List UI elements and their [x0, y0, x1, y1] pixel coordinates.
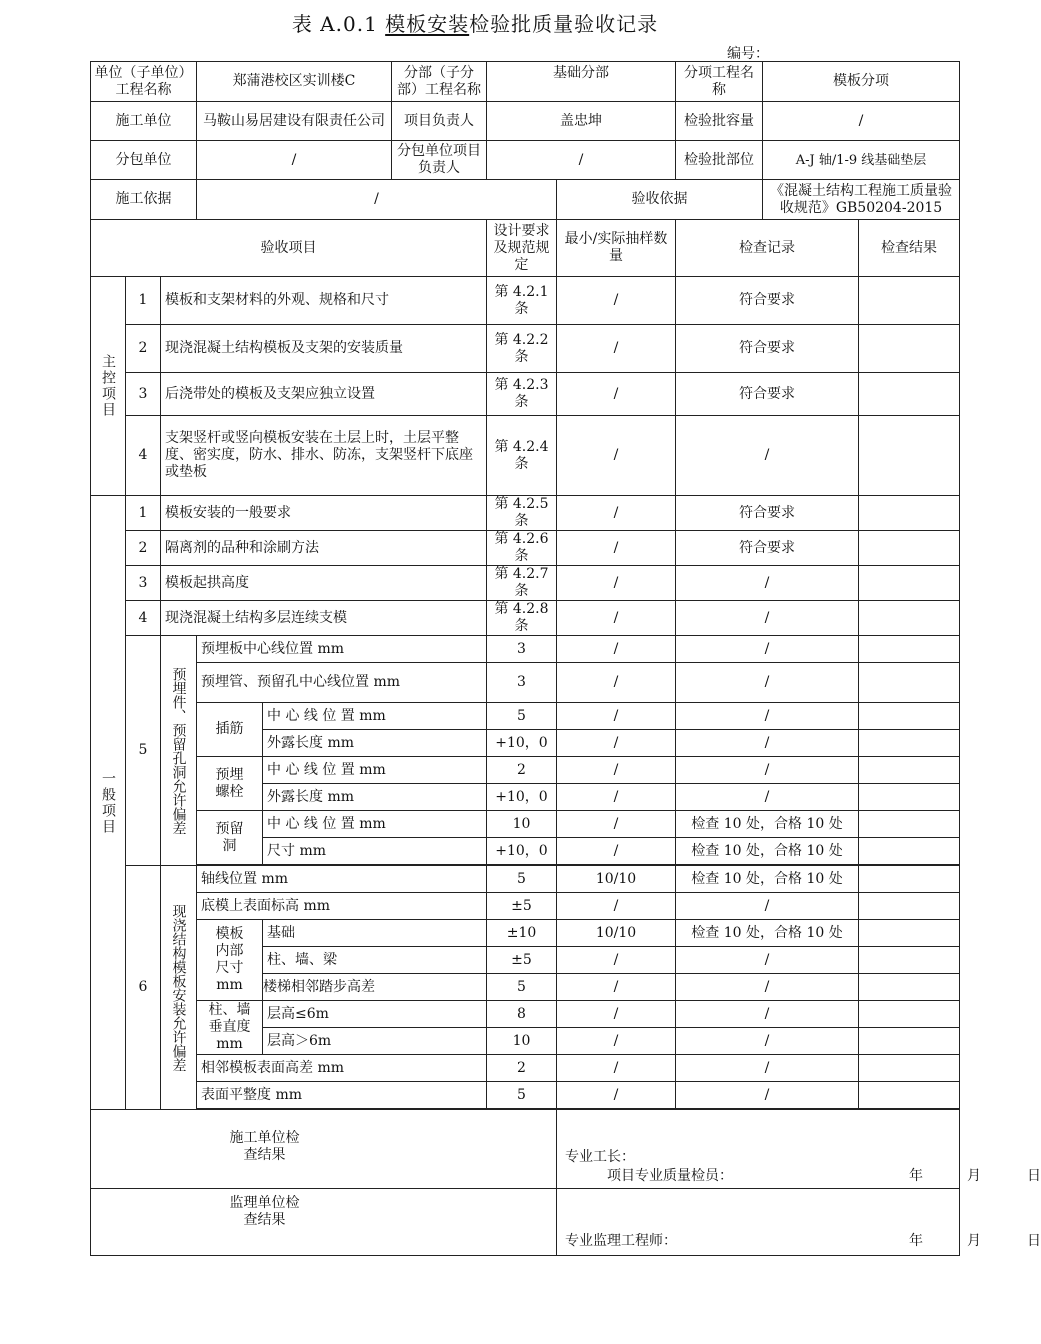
group6-row-record: / — [676, 893, 859, 920]
title-prefix: 表 A.0.1 — [291, 12, 386, 36]
group6-row-result — [859, 1028, 960, 1055]
main-item-req: 第 4.2.4 条 — [487, 416, 557, 496]
group6-row-name: 柱、墙、梁 — [263, 947, 487, 974]
group6-row-name: 轴线位置 mm — [197, 866, 487, 893]
general-item-name: 模板起拱高度 — [161, 566, 487, 601]
sub-contractor-label: 分包单位 — [91, 141, 197, 180]
group5-row-result — [859, 757, 960, 784]
group5-row-record: / — [676, 703, 859, 730]
group5-row-min: / — [557, 811, 676, 838]
group5-row-min: / — [557, 784, 676, 811]
inner-size-label: 模板内部尺寸 mm — [197, 920, 263, 1001]
main-item-req: 第 4.2.1 条 — [487, 277, 557, 325]
unit-value: 郑蒲港校区实训楼C — [197, 62, 392, 102]
group5-row-min: / — [557, 663, 676, 703]
title-underlined: 模板安装 — [385, 12, 470, 36]
group5-row-req: +10，0 — [487, 838, 557, 865]
general-item-min: / — [557, 601, 676, 636]
group6-row-result — [859, 974, 960, 1001]
group6-row-result — [859, 1001, 960, 1028]
group6-row-record: / — [676, 947, 859, 974]
serial-number-label: 编号： — [727, 46, 769, 62]
main-item-result — [859, 373, 960, 416]
group5-no: 5 — [126, 636, 161, 866]
main-item-req: 第 4.2.2 条 — [487, 325, 557, 373]
group5-row-req: 3 — [487, 636, 557, 663]
group5-row-min: / — [557, 838, 676, 865]
year-label: 年 — [909, 1168, 923, 1184]
main-item-min: / — [557, 325, 676, 373]
group6-row-result — [859, 1082, 960, 1109]
main-item-name: 支架竖杆或竖向模板安装在土层上时，土层平整度、密实度，防水、排水、防冻，支架竖杆下底座或垫板 — [161, 416, 487, 496]
main-item-record: 符合要求 — [676, 325, 859, 373]
group6-row-req: ±10 — [487, 920, 557, 947]
group5-row-name: 中 心 线 位 置 mm — [263, 811, 487, 838]
group6-row-record: 检查 10 处，合格 10 处 — [676, 866, 859, 893]
main-item-min: / — [557, 373, 676, 416]
main-item-name: 模板和支架材料的外观、规格和尺寸 — [161, 277, 487, 325]
group6-row-result — [859, 866, 960, 893]
general-item-no: 1 — [126, 496, 161, 531]
general-item-min: / — [557, 531, 676, 566]
group6-row-min: / — [557, 974, 676, 1001]
group6-row-req: 8 — [487, 1001, 557, 1028]
supervisor-result-label — [91, 1189, 557, 1256]
general-item-record: 符合要求 — [676, 496, 859, 531]
year-label: 年 — [909, 1233, 923, 1249]
general-item-no: 2 — [126, 531, 161, 566]
main-items-label: 主控项目 — [91, 277, 126, 496]
column-requirement: 设计要求及规范规定 — [487, 220, 557, 277]
main-item-min: / — [557, 277, 676, 325]
group6-row-req: ±5 — [487, 947, 557, 974]
main-item-result — [859, 325, 960, 373]
general-item-result — [859, 531, 960, 566]
inspector-label: 项目专业质量检员： — [607, 1168, 733, 1184]
group5-row-name: 外露长度 mm — [263, 784, 487, 811]
main-item-record: 符合要求 — [676, 277, 859, 325]
group6-no: 6 — [126, 866, 161, 1110]
group6-row-req: 5 — [487, 1082, 557, 1109]
group6-row-record: 检查 10 处，合格 10 处 — [676, 920, 859, 947]
group6-row-min: / — [557, 1028, 676, 1055]
acceptance-basis-value: 《混凝土结构工程施工质量验收规范》GB50204-2015 — [763, 180, 960, 220]
column-min-sample: 最小/实际抽样数量 — [557, 220, 676, 277]
subitem-label: 分项工程名 称 — [676, 62, 763, 102]
group6-row-record: / — [676, 974, 859, 1001]
group6-row-record: / — [676, 1001, 859, 1028]
main-item-name: 现浇混凝土结构模板及支架的安装质量 — [161, 325, 487, 373]
bolt-label: 预埋螺栓 — [197, 757, 263, 811]
group5-row-result — [859, 730, 960, 757]
group6-row-name: 表面平整度 mm — [197, 1082, 487, 1109]
group6-row-result — [859, 893, 960, 920]
group6-row-record: / — [676, 1028, 859, 1055]
main-item-result — [859, 277, 960, 325]
group5-row-record: 检查 10 处，合格 10 处 — [676, 811, 859, 838]
general-item-no: 4 — [126, 601, 161, 636]
capacity-label: 检验批容量 — [676, 102, 763, 141]
engineer-label: 专业监理工程师： — [565, 1233, 677, 1249]
location-label: 检验批部位 — [676, 141, 763, 180]
group6-row-min: / — [557, 1082, 676, 1109]
group6-row-result — [859, 920, 960, 947]
constructor-result-text: 施工单位检查结果 — [229, 1130, 300, 1163]
group5-row-name: 中 心 线 位 置 mm — [263, 757, 487, 784]
group6-label: 现浇结构模板安装允许偏差 — [161, 866, 197, 1110]
group5-row-min: / — [557, 757, 676, 784]
group6-row-min: 10/10 — [557, 866, 676, 893]
general-item-req: 第 4.2.5 条 — [487, 496, 557, 531]
group6-row-req: ±5 — [487, 893, 557, 920]
group5-row-result — [859, 703, 960, 730]
group6-row-req: 5 — [487, 866, 557, 893]
day-label: 日 — [1027, 1168, 1041, 1184]
general-item-result — [859, 601, 960, 636]
division-label: 分部（子分部）工程名称 — [392, 62, 487, 102]
group6-row-result — [859, 947, 960, 974]
group5-row-record: / — [676, 784, 859, 811]
group5-row-min: / — [557, 636, 676, 663]
group6-row-min: / — [557, 947, 676, 974]
constructor-signature-area — [557, 1110, 1041, 1189]
main-item-no: 1 — [126, 277, 161, 325]
group5-label: 预埋件、预留孔洞允许偏差 — [161, 636, 197, 866]
group5-row-req: +10，0 — [487, 730, 557, 757]
general-item-name: 模板安装的一般要求 — [161, 496, 487, 531]
main-item-no: 2 — [126, 325, 161, 373]
general-item-result — [859, 496, 960, 531]
group5-row-name: 预埋管、预留孔中心线位置 mm — [197, 663, 487, 703]
inspection-table — [90, 61, 1041, 1256]
group6-row-min: / — [557, 1001, 676, 1028]
column-item: 验收项目 — [91, 220, 487, 277]
sub-pm-value: / — [487, 141, 676, 180]
main-item-req: 第 4.2.3 条 — [487, 373, 557, 416]
main-item-result — [859, 416, 960, 496]
group5-row-record: 检查 10 处，合格 10 处 — [676, 838, 859, 865]
general-item-record: / — [676, 566, 859, 601]
group5-row-name: 尺寸 mm — [263, 838, 487, 865]
main-item-name: 后浇带处的模板及支架应独立设置 — [161, 373, 487, 416]
basis-label: 施工依据 — [91, 180, 197, 220]
verticality-label: 柱、墙垂直度 mm — [197, 1001, 263, 1055]
general-item-req: 第 4.2.7 条 — [487, 566, 557, 601]
main-item-record: 符合要求 — [676, 373, 859, 416]
form-title — [0, 8, 950, 37]
group5-row-min: / — [557, 703, 676, 730]
group6-row-req: 10 — [487, 1028, 557, 1055]
group5-row-record: / — [676, 730, 859, 757]
group5-row-result — [859, 663, 960, 703]
group5-row-name: 外露长度 mm — [263, 730, 487, 757]
group6-row-req: 5 — [487, 974, 557, 1001]
group5-row-result — [859, 811, 960, 838]
general-item-name: 隔离剂的品种和涂刷方法 — [161, 531, 487, 566]
group6-row-name: 底模上表面标高 mm — [197, 893, 487, 920]
sub-pm-label: 分包单位项目负责人 — [392, 141, 487, 180]
group5-row-req: +10，0 — [487, 784, 557, 811]
group6-row-result — [859, 1055, 960, 1082]
general-item-result — [859, 566, 960, 601]
group6-row-name: 基础 — [263, 920, 487, 947]
group5-row-req: 10 — [487, 811, 557, 838]
group6-row-name: 楼梯相邻踏步高差 — [263, 974, 487, 1001]
group6-row-min: / — [557, 893, 676, 920]
division-value: 基础分部 — [487, 62, 676, 102]
subitem-value: 模板分项 — [763, 62, 960, 102]
group5-row-min: / — [557, 730, 676, 757]
month-label: 月 — [967, 1233, 981, 1249]
group5-row-result — [859, 636, 960, 663]
general-item-record: / — [676, 601, 859, 636]
unit-label: 单位（子单位）工程名称 — [91, 62, 197, 102]
group5-row-result — [859, 784, 960, 811]
group6-row-name: 层高＞6m — [263, 1028, 487, 1055]
group5-row-record: / — [676, 636, 859, 663]
group6-row-name: 层高≤6m — [263, 1001, 487, 1028]
supervisor-signature-area — [557, 1189, 1041, 1256]
capacity-value: / — [763, 102, 960, 141]
pm-value: 盖忠坤 — [487, 102, 676, 141]
general-item-record: 符合要求 — [676, 531, 859, 566]
group5-row-record: / — [676, 663, 859, 703]
title-suffix: 检验批质量验收记录 — [469, 12, 659, 36]
column-result: 检查结果 — [859, 220, 960, 277]
group5-row-name: 中 心 线 位 置 mm — [263, 703, 487, 730]
foreman-label: 专业工长： — [565, 1149, 635, 1165]
general-item-req: 第 4.2.8 条 — [487, 601, 557, 636]
contractor-label: 施工单位 — [91, 102, 197, 141]
general-item-min: / — [557, 566, 676, 601]
group5-row-result — [859, 838, 960, 865]
general-items-label: 一般项目 — [91, 496, 126, 1110]
group5-row-req: 2 — [487, 757, 557, 784]
hole-label: 预留洞 — [197, 811, 263, 865]
pm-label: 项目负责人 — [392, 102, 487, 141]
group5-row-name: 预埋板中心线位置 mm — [197, 636, 487, 663]
location-value: A-J 轴/1-9 线基础垫层 — [763, 141, 960, 180]
group6-row-min: / — [557, 1055, 676, 1082]
main-item-min: / — [557, 416, 676, 496]
general-item-min: / — [557, 496, 676, 531]
main-item-record: / — [676, 416, 859, 496]
group6-row-req: 2 — [487, 1055, 557, 1082]
constructor-result-label — [91, 1110, 557, 1189]
column-record: 检查记录 — [676, 220, 859, 277]
acceptance-basis-label: 验收依据 — [557, 180, 763, 220]
basis-value: / — [197, 180, 557, 220]
rebar-label: 插筋 — [197, 703, 263, 757]
group5-row-req: 5 — [487, 703, 557, 730]
main-item-no: 4 — [126, 416, 161, 496]
supervisor-result-text: 监理单位检查结果 — [229, 1195, 300, 1228]
general-item-no: 3 — [126, 566, 161, 601]
general-item-req: 第 4.2.6 条 — [487, 531, 557, 566]
month-label: 月 — [967, 1168, 981, 1184]
day-label: 日 — [1027, 1233, 1041, 1249]
group6-row-record: / — [676, 1055, 859, 1082]
group6-row-min: 10/10 — [557, 920, 676, 947]
contractor-value: 马鞍山易居建设有限责任公司 — [197, 102, 392, 141]
main-item-no: 3 — [126, 373, 161, 416]
group5-row-record: / — [676, 757, 859, 784]
sub-contractor-value: / — [197, 141, 392, 180]
group6-row-name: 相邻模板表面高差 mm — [197, 1055, 487, 1082]
group6-row-record: / — [676, 1082, 859, 1109]
group5-row-req: 3 — [487, 663, 557, 703]
general-item-name: 现浇混凝土结构多层连续支模 — [161, 601, 487, 636]
